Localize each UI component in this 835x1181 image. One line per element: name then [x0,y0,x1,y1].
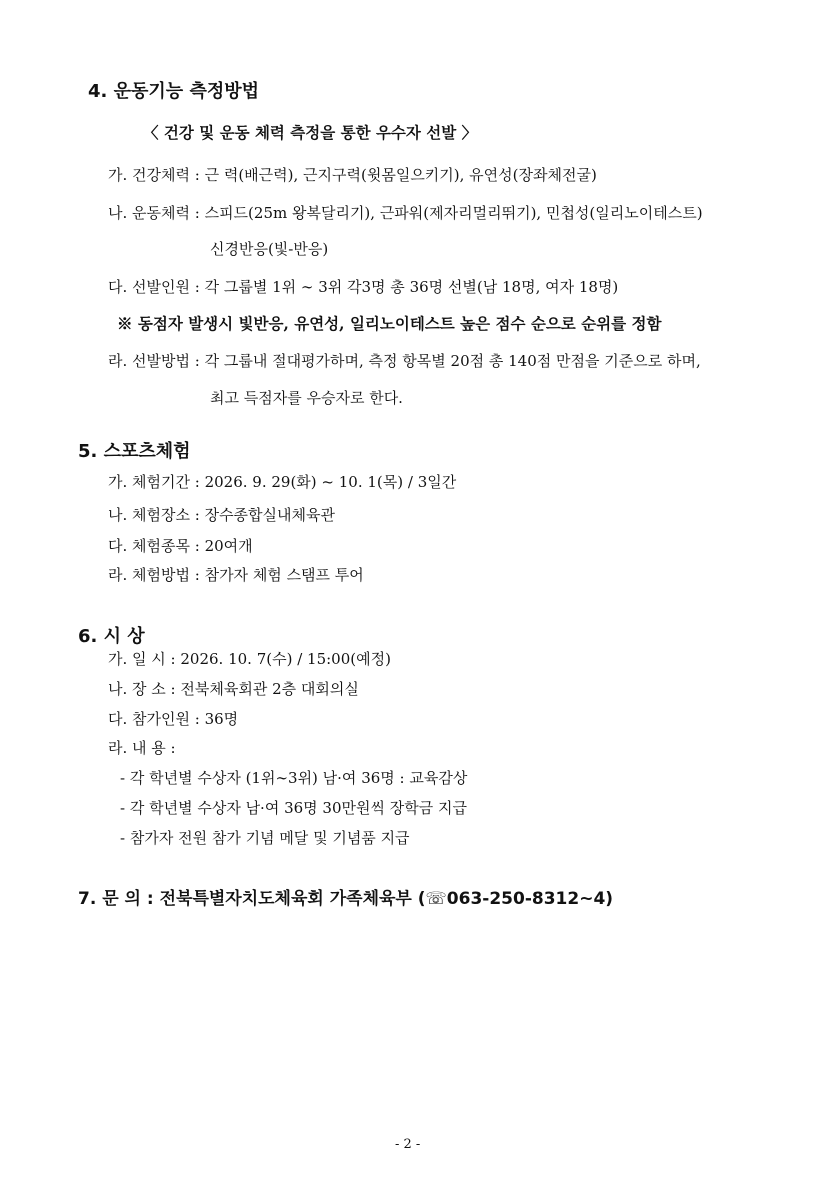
section-4-note: ※ 동점자 발생시 빛반응, 유연성, 일리노이테스트 높은 점수 순으로 순위를 정함 [117,314,662,333]
section-5-heading: 5. 스포츠체험 [78,441,191,462]
section-6-bullet: - 각 학년별 수상자 남·여 36명 30만원씩 장학금 지급 [120,799,467,817]
section-4-item-ga: 가. 건강체력 : 근 력(배근력), 근지구력(윗몸일으키기), 유연성(장좌체전굴) [108,166,597,184]
section-4-item-ra-cont: 최고 득점자를 우승자로 한다. [210,389,403,407]
section-5-item-ga: 가. 체험기간 : 2026. 9. 29(화) ~ 10. 1(목) / 3일간 [108,473,457,491]
section-6-heading: 6. 시 상 [78,626,145,647]
section-4-subtitle: 〈 건강 및 운동 체력 측정을 통한 우수자 선발 〉 [143,123,478,142]
section-4-item-na: 나. 운동체력 : 스피드(25m 왕복달리기), 근파워(제자리멀리뛰기), 민첩성(일리노이테스트) [108,204,703,222]
section-5-item-da: 다. 체험종목 : 20여개 [108,537,253,555]
section-5-item-ra: 라. 체험방법 : 참가자 체험 스탬프 투어 [108,566,364,584]
section-4-item-da: 다. 선발인원 : 각 그룹별 1위 ∼ 3위 각3명 총 36명 선별(남 18명, 여자 18명) [108,278,619,296]
section-5-item-na: 나. 체험장소 : 장수종합실내체육관 [108,506,335,524]
section-4-item-ra: 라. 선발방법 : 각 그룹내 절대평가하며, 측정 항목별 20점 총 140점 만점을 기준으로 하며, [108,352,701,370]
section-4-item-na-cont: 신경반응(빛-반응) [210,240,329,258]
section-6-bullet: - 참가자 전원 참가 기념 메달 및 기념품 지급 [120,829,410,847]
section-6-item-ra: 라. 내 용 : [108,739,176,757]
section-6-item-na: 나. 장 소 : 전북체육회관 2층 대회의실 [108,680,359,698]
section-7-contact: 7. 문 의 : 전북특별자치도체육회 가족체육부 (☏063-250-8312~4) [78,889,614,909]
section-6-item-da: 다. 참가인원 : 36명 [108,710,239,728]
page-number: - 2 - [395,1137,421,1152]
section-6-bullet: - 각 학년별 수상자 (1위∼3위) 남·여 36명 : 교육감상 [120,769,468,787]
section-6-item-ga: 가. 일 시 : 2026. 10. 7(수) / 15:00(예정) [108,650,391,668]
section-4-heading: 4. 운동기능 측정방법 [88,81,259,102]
